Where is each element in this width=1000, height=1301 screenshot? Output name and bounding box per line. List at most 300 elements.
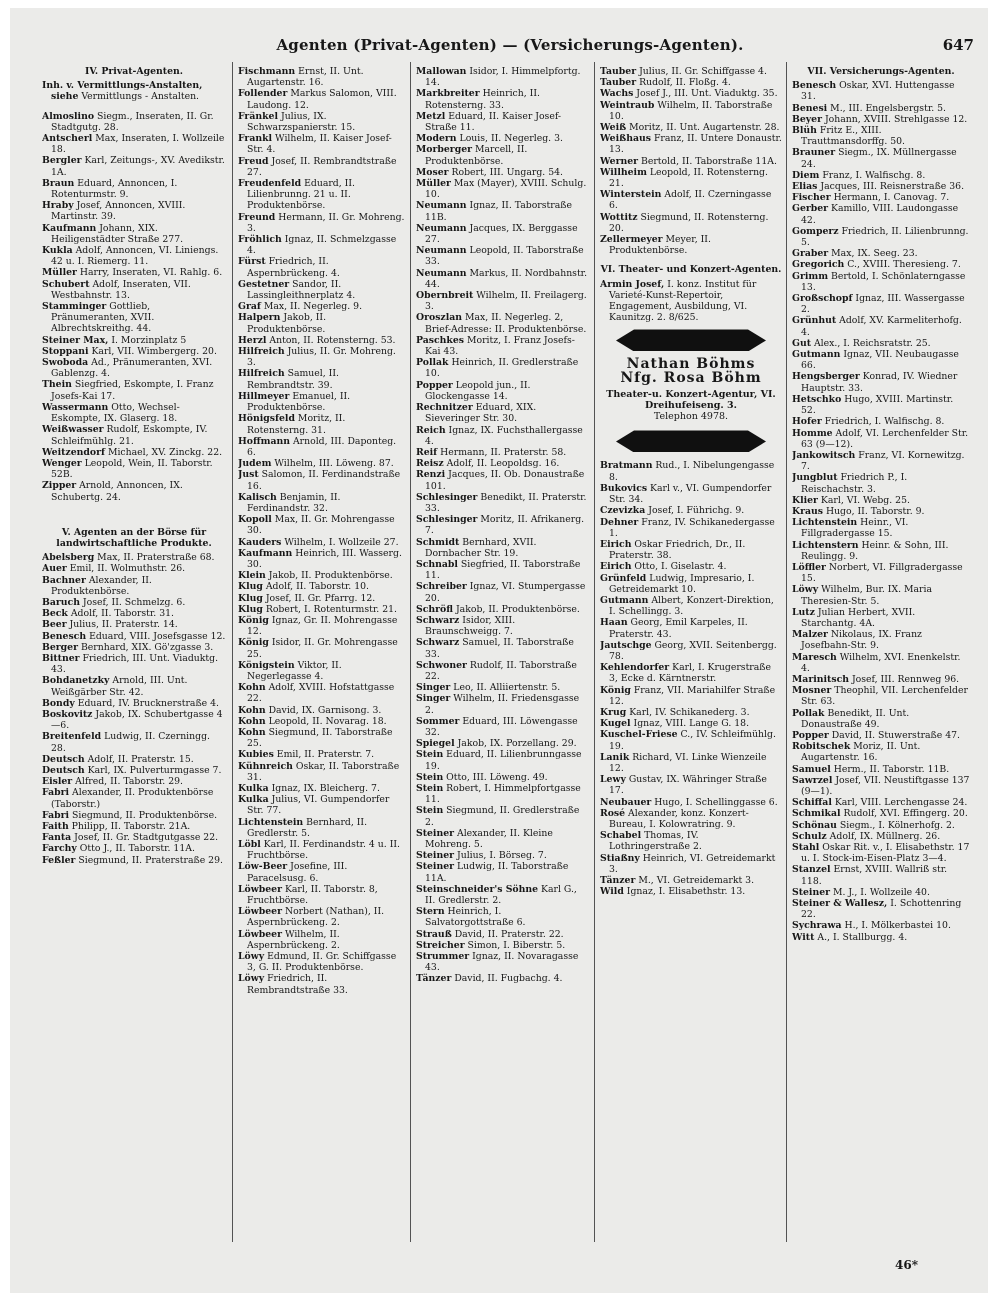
directory-entry — [238, 727, 406, 749]
entry-details: Leopold, II. Novarag. 18. — [265, 715, 387, 727]
entry-name: Schreiber — [416, 581, 467, 593]
entry-details: Hugo, II. Taborstr. 9. — [823, 505, 925, 517]
entry-details: Heinrich, I. Salvatorgottstraße 6. — [425, 906, 526, 929]
directory-entry — [238, 593, 406, 604]
entry-details: Markus, II. Nordbahnstr. 44. — [425, 267, 588, 290]
entry-name: Freund — [238, 211, 276, 223]
entry-details: Rudolf, XVI. Effingerg. 20. — [840, 808, 968, 820]
directory-entry — [792, 674, 970, 685]
entry-details: Moriz, II. Unt. Augartenstr. 16. — [801, 741, 921, 764]
directory-entry — [42, 653, 226, 675]
entry-name: Breitenfeld — [42, 731, 102, 743]
directory-entry — [416, 312, 590, 334]
directory-entry — [600, 808, 782, 830]
entry-details: Siegmund, II. Gredlerstraße 2. — [425, 805, 580, 828]
entry-name: Fischer — [792, 192, 831, 204]
entry-details: David, IX. Garnisong. 3. — [265, 704, 382, 716]
entry-details: Siegmund, II. Taborstraße 25. — [247, 726, 393, 750]
ad-line-3: Theater-u. Konzert-Agentur, VI. Dreihufeisеng. 3. — [606, 388, 776, 412]
entry-name: Gregorich — [792, 259, 845, 271]
entry-name: Feßler — [42, 854, 76, 866]
directory-entry — [416, 66, 590, 88]
entry-details: Adolf, XVIII. Hofstattgasse 22. — [247, 682, 395, 705]
entry-name: Kohn — [238, 715, 266, 727]
entry-details: Edmund, II. Gr. Schiffgasse 3, G. II. Produktenbörse. — [247, 951, 397, 974]
directory-entry — [600, 234, 782, 256]
entry-details: Oskar, XVI. Huttengasse 31. — [801, 80, 955, 103]
directory-entry — [416, 88, 590, 110]
directory-entry — [416, 951, 590, 973]
entry-details: Jacques, IX. Berggasse 27. — [425, 222, 578, 246]
entry-details: H., I. Mölkerbastei 10. — [841, 920, 951, 932]
directory-entry — [416, 514, 590, 536]
entry-details: Nikolaus, IX. Franz Josefbahn-Str. 9. — [801, 629, 922, 652]
directory-entry — [792, 192, 970, 203]
directory-entry — [42, 552, 226, 563]
entry-name: Marinitsch — [792, 673, 849, 685]
entry-details: Josef, II. Rembrandtstraße 27. — [247, 155, 397, 178]
entry-name: Morberger — [416, 144, 473, 156]
entry-details: Julius, II. Gr. Schiffgasse 4. — [636, 66, 767, 77]
directory-entry — [416, 559, 590, 581]
entry-details: Ignaz, II. Schmelzgasse 4. — [247, 234, 397, 257]
entry-details: Max, II. Negerleg. 9. — [260, 301, 363, 313]
entry-details: Siegm., IX. Müllnergasse 24. — [801, 147, 957, 170]
entry-name: Deutsch — [42, 764, 85, 776]
directory-entry — [42, 379, 226, 401]
entry-details: Friedrich, II. Aspernbrückeng. 4. — [247, 256, 340, 279]
directory-entry — [416, 716, 590, 738]
entry-details: Otto J., II. Taborstr. 11A. — [76, 843, 195, 855]
entry-details: Ludwig, II. Taborstraße 11A. — [425, 861, 569, 884]
entry-name: Eisler — [42, 776, 73, 788]
entry-name: Weißhaus — [600, 133, 651, 145]
directory-entry — [42, 642, 226, 653]
entry-details: Adolf, II. Leopoldsg. 16. — [443, 458, 560, 470]
page-title: Agenten (Privat-Agenten) — (Versicherungs-Agenten). — [276, 36, 744, 54]
directory-entry — [792, 416, 970, 427]
directory-entry — [238, 604, 406, 615]
directory-entry — [238, 783, 406, 794]
entry-details: Leopold jun., II. Glockengasse 14. — [425, 379, 531, 402]
directory-entry — [416, 245, 590, 267]
directory-entry — [238, 436, 406, 458]
directory-entry — [42, 480, 226, 502]
entry-details: Hermann, II. Gr. Mohreng. 3. — [247, 211, 405, 234]
directory-entry — [416, 492, 590, 514]
directory-entry — [42, 631, 226, 642]
directory-entry — [792, 472, 970, 494]
entry-details: Leopold, II. Rotensterng. 21. — [609, 166, 768, 190]
entry-name: Dehner — [600, 516, 639, 528]
entry-details: Richard, VI. Linke Wienzeile 12. — [609, 751, 767, 774]
entry-details: Ignaz, VIII. Lange G. 18. — [630, 718, 750, 730]
entry-name: König — [600, 684, 631, 696]
entry-name: Halpern — [238, 312, 281, 324]
entry-name: Zellermeyer — [600, 234, 663, 246]
directory-entry — [600, 752, 782, 774]
directory-entry — [600, 595, 782, 617]
directory-entry — [416, 749, 590, 771]
directory-entry — [238, 839, 406, 861]
directory-entry — [416, 447, 590, 458]
directory-entry — [416, 178, 590, 200]
directory-entry — [42, 709, 226, 731]
entry-name: Spiegel — [416, 738, 455, 750]
directory-entry — [416, 268, 590, 290]
entry-name: Witt — [792, 931, 815, 943]
entry-name: Tänzer — [416, 973, 452, 985]
entry-name: Mallowan — [416, 66, 467, 77]
entry-details: Heinrich, III. Wasserg. 30. — [247, 547, 402, 570]
ad-line-1: Nathan Böhms — [626, 356, 756, 373]
directory-entry — [416, 615, 590, 637]
directory-entry — [792, 797, 970, 808]
entry-name: Schwarz — [416, 637, 460, 649]
directory-entry — [42, 855, 226, 866]
entry-name: Farchy — [42, 843, 77, 855]
entry-name: Klug — [238, 603, 263, 615]
directory-entry — [792, 338, 970, 349]
entry-name: Brauner — [792, 147, 836, 159]
directory-entry — [600, 505, 782, 516]
entry-details: Max, Inseraten, I. Wollzeile 18. — [51, 133, 225, 156]
page-header — [40, 32, 980, 58]
directory-entry — [42, 821, 226, 832]
entry-details: Karl, Zeitungs-, XV. Avedikstr. 1A. — [51, 155, 225, 178]
directory-entry — [792, 259, 970, 270]
entry-name: Lichtenstern — [792, 539, 859, 551]
directory-entry — [600, 133, 782, 155]
directory-entry — [416, 906, 590, 928]
entry-details: Ignaz, III. Wassergasse 2. — [801, 293, 965, 316]
advertisement-box — [600, 329, 782, 452]
directory-entry — [238, 279, 406, 301]
entry-name: Klein — [238, 570, 266, 582]
entry-details: Rudolf, II. Floßg. 4. — [636, 77, 731, 89]
entry-details: Simon, I. Biberstr. 5. — [464, 939, 566, 951]
entry-name: Sawrzel — [792, 774, 833, 786]
entry-details: Ludwig, II. Czerningg. 28. — [51, 731, 211, 754]
directory-entry — [238, 973, 406, 995]
entry-details: Karl, II. Taborstr. 8, Fruchtbörse. — [247, 883, 378, 907]
directory-entry — [42, 155, 226, 177]
column-rule — [232, 62, 233, 1242]
directory-entry — [42, 843, 226, 854]
directory-entry — [600, 886, 782, 897]
entry-name: Kauders — [238, 536, 282, 548]
entry-name: Grünhut — [792, 315, 837, 327]
entry-name: Fanta — [42, 832, 72, 844]
directory-entry — [416, 144, 590, 166]
entry-name: Rechnitzer — [416, 402, 473, 414]
directory-entry — [42, 223, 226, 245]
entry-details: Alex., I. Reichsratstr. 25. — [811, 337, 931, 349]
entry-name: Fröhlich — [238, 234, 282, 246]
column-4 — [600, 66, 782, 1236]
entry-details: Siegm., Inseraten, II. Gr. Stadtgutg. 28. — [51, 110, 214, 133]
column-2 — [238, 66, 406, 1236]
directory-entry — [600, 88, 782, 99]
entry-details: Josef, I. Führichg. 9. — [645, 505, 745, 517]
entry-name: Popper — [792, 729, 829, 741]
directory-entry — [792, 652, 970, 674]
entry-name: Lewy — [600, 774, 626, 786]
entry-details: Jacques, II. Ob. Donaustraße 101. — [425, 469, 585, 492]
entry-name: Schmikal — [792, 808, 841, 820]
entry-name: Markbreiter — [416, 88, 480, 100]
directory-entry — [600, 156, 782, 167]
directory-entry — [416, 693, 590, 715]
entry-details: Benedikt, II. Praterstr. 33. — [425, 491, 587, 514]
spacer — [42, 503, 226, 511]
entry-details: Samuel, II. Taborstraße 33. — [425, 637, 574, 660]
directory-entry — [600, 718, 782, 729]
spacer — [42, 519, 226, 527]
entry-name: Gutmann — [600, 594, 649, 606]
entry-name: Großschopf — [792, 293, 853, 305]
directory-entry — [792, 181, 970, 192]
entry-name: Klug — [238, 592, 263, 604]
directory-entry — [42, 80, 226, 102]
directory-entry — [792, 271, 970, 293]
directory-entry — [792, 932, 970, 943]
entry-name: Streicher — [416, 939, 465, 951]
directory-entry — [792, 820, 970, 831]
entry-details: Norbert, VI. Fillgradergasse 15. — [801, 561, 963, 585]
directory-entry — [238, 884, 406, 906]
entry-details: Alexander, konz. Konzert-Bureau, I. Kolowratring. 9. — [609, 807, 749, 830]
entry-details: Karl, IV. Schikanederg. 3. — [626, 706, 750, 718]
directory-entry — [792, 293, 970, 315]
entry-name: Kulka — [238, 794, 269, 806]
directory-entry — [600, 167, 782, 189]
entry-name: Kehlendorfer — [600, 662, 670, 674]
directory-entry — [238, 88, 406, 110]
entry-name: Weiß — [600, 122, 627, 134]
entry-name: Gomperz — [792, 225, 839, 237]
entry-name: Czevizka — [600, 505, 646, 517]
entry-details: Siegmund, II. Praterstraße 29. — [75, 854, 223, 866]
entry-name: Auer — [42, 563, 67, 575]
entry-name: Löffler — [792, 561, 826, 573]
directory-entry — [416, 604, 590, 615]
entry-name: Wassermann — [42, 401, 109, 413]
entry-name: Renzi — [416, 469, 446, 481]
entry-name: Bondy — [42, 697, 75, 709]
entry-details: Bernhard, II. Gredlerstr. 5. — [247, 816, 368, 839]
directory-entry — [600, 707, 782, 718]
directory-entry — [792, 315, 970, 337]
entry-details: Robert, I. Rotenturmstr. 21. — [262, 603, 397, 615]
directory-entry — [416, 380, 590, 402]
entry-name: Bukovics — [600, 482, 648, 494]
signature-mark: 46* — [895, 1258, 918, 1272]
directory-entry — [792, 562, 970, 584]
entry-name: Wenger — [42, 457, 82, 469]
entry-details: Wilhelm, II. Aspernbrückeng. 2. — [247, 928, 340, 951]
entry-name: Robitschek — [792, 741, 851, 753]
entry-details: Hermann, II. Praterstr. 58. — [437, 446, 567, 458]
directory-entry — [238, 929, 406, 951]
entry-name: Kühnreich — [238, 760, 293, 772]
entry-details: I. Schottenring 22. — [801, 898, 962, 921]
entry-details: Gustav, IX. Währinger Straße 17. — [609, 774, 767, 797]
entry-details: Kamillo, VIII. Laudongasse 42. — [801, 203, 959, 226]
entry-name: Haan — [600, 617, 628, 629]
entry-details: Oskar, II. Taborstraße 31. — [247, 760, 400, 783]
directory-entry — [42, 200, 226, 222]
entry-name: Steiner — [416, 861, 455, 873]
directory-entry — [600, 122, 782, 133]
entry-name: Herzl — [238, 334, 267, 346]
entry-name: Stamminger — [42, 301, 107, 313]
directory-entry — [600, 279, 782, 324]
entry-details: Ignaz, I. Elisabethstr. 13. — [623, 886, 746, 898]
entry-details: Adolf, Annoncen, VI. Liniengs. 42 u. I. Riemerg. 11. — [51, 245, 219, 268]
directory-entry — [42, 279, 226, 301]
entry-details: Marcell, II. Produktenbörse. — [425, 144, 528, 167]
directory-entry — [238, 335, 406, 346]
entry-details: Albert, Konzert-Direktion, I. Schellingg. 3. — [609, 594, 774, 618]
entry-details: Ignaz, II. Novaragasse 43. — [425, 951, 579, 974]
directory-entry — [416, 772, 590, 783]
entry-details: Max, II. Gr. Mohrengasse 30. — [247, 514, 395, 537]
entry-details: Rudolf, Eskompte, IV. Schleifmühlg. 21. — [51, 424, 208, 447]
section-heading: V. Agenten an der Börse für landwirtschaftliche Produkte. — [56, 526, 212, 549]
entry-details: Eduard, IV. Brucknerstraße 4. — [74, 697, 220, 709]
entry-name: Klug — [238, 581, 263, 593]
entry-details: Hugo, I. Schellinggasse 6. — [651, 796, 778, 808]
entry-details: Benjamin, II. Ferdinandstr. 32. — [247, 491, 341, 514]
entry-details: Franz, VI. Kornewitzg. 7. — [801, 449, 965, 473]
entry-name: Löwy — [792, 584, 819, 596]
directory-entry — [238, 312, 406, 334]
entry-details: Arnold, Annoncen, IX. Schubertg. 24. — [51, 480, 183, 503]
directory-entry — [792, 103, 970, 114]
entry-name: Thein — [42, 379, 72, 391]
entry-name: Lichtenstein — [238, 816, 304, 828]
entry-details: Siegmund, II. Produktenbörse. — [69, 809, 218, 821]
entry-details: Moritz, I. Franz Josefs-Kai 43. — [425, 334, 575, 358]
entry-details: M. J., I. Wollzeile 40. — [830, 886, 930, 898]
entry-name: Löbl — [238, 839, 261, 851]
directory-entry — [238, 705, 406, 716]
column-rule — [786, 62, 787, 1242]
entry-name: Schröfl — [416, 603, 453, 615]
directory-entry — [792, 775, 970, 797]
entry-name: Beck — [42, 608, 68, 620]
directory-entry — [42, 787, 226, 809]
directory-entry — [792, 764, 970, 775]
entry-name: Hillmeyer — [238, 390, 290, 402]
entry-name: Königstein — [238, 659, 295, 671]
entry-details: Eduard, II. Kaiser Josef-Straße 11. — [425, 110, 562, 134]
entry-details: Konrad, IV. Wiedner Hauptstr. 33. — [801, 371, 958, 394]
entry-name: Judem — [238, 458, 272, 470]
entry-details: Arnold, III. Unt. Weißgärber Str. 42. — [51, 675, 188, 698]
directory-entry — [238, 469, 406, 491]
directory-entry — [416, 783, 590, 805]
entry-name: Rosé — [600, 807, 626, 819]
entry-details: Moritz, II. Rotensterng. 31. — [247, 413, 346, 436]
directory-entry — [600, 189, 782, 211]
entry-name: Neubauer — [600, 796, 652, 808]
entry-details: Emanuel, II. Produktenbörse. — [247, 390, 351, 414]
entry-details: Vermittlungs - Anstalten. — [78, 91, 200, 103]
directory-entry — [600, 685, 782, 707]
entry-details: Siegfried, Eskompte, I. Franz Josefs-Kai 17. — [51, 379, 214, 402]
entry-details: Wilhelm, II. Taborstraße 10. — [609, 99, 773, 122]
directory-entry — [416, 458, 590, 469]
directory-entry — [238, 794, 406, 816]
directory-entry — [238, 906, 406, 928]
entry-name: Willheim — [600, 166, 647, 178]
entry-name: Tauber — [600, 66, 637, 77]
entry-details: Wilhelm, II. Friedensgasse 2. — [425, 693, 580, 716]
entry-name: Pollak — [792, 707, 825, 719]
directory-entry — [792, 170, 970, 181]
entry-name: Kohn — [238, 682, 266, 694]
directory-entry — [238, 458, 406, 469]
entry-name: Kohn — [238, 704, 266, 716]
entry-name: Kulka — [238, 783, 269, 794]
entry-details: Hugo, XVIII. Martinstr. 52. — [801, 393, 954, 417]
entry-name: Strummer — [416, 951, 470, 963]
directory-entry — [792, 517, 970, 539]
directory-entry — [42, 754, 226, 765]
directory-entry — [238, 413, 406, 435]
entry-name: Almoslino — [42, 110, 95, 122]
entry-name: Benesi — [792, 102, 828, 114]
entry-name: Fränkel — [238, 110, 279, 122]
entry-details: Jakob, II. Produktenbörse. — [453, 603, 580, 615]
entry-name: Fürst — [238, 256, 266, 268]
entry-details: Eduard, III. Löwengasse 32. — [425, 715, 578, 738]
entry-details: Heinr., VI. Fillgradergasse 15. — [801, 517, 909, 540]
page-sheet — [10, 8, 988, 1293]
directory-entry — [42, 731, 226, 753]
entry-name: Elias — [792, 181, 818, 193]
entry-details: I. Morzinplatz 5 — [108, 334, 187, 346]
entry-details: Wilhelm, II. Freilagerg. 3. — [425, 290, 587, 313]
spacer — [42, 511, 226, 519]
directory-entry — [238, 346, 406, 368]
directory-entry — [416, 637, 590, 659]
entry-details: Ignaz, VII. Neubaugasse 66. — [801, 349, 959, 372]
entry-details: Robert, I. Himmelpfortgasse 11. — [425, 783, 581, 806]
entry-name: Abelsberg — [42, 552, 95, 564]
column-3 — [416, 66, 590, 1236]
directory-entry — [238, 66, 406, 88]
entry-details: Jakob, II. Produktenbörse. — [247, 312, 327, 335]
entry-name: Kubies — [238, 749, 274, 761]
entry-name: Schwoner — [416, 659, 467, 671]
directory-entry — [792, 248, 970, 259]
entry-name: Paschkes — [416, 334, 465, 346]
directory-entry — [42, 346, 226, 357]
entry-details: Heinrich, VI. Getreidemarkt 3. — [609, 852, 776, 875]
entry-name: Beyer — [792, 113, 822, 125]
entry-name: Löwbeer — [238, 883, 282, 895]
entry-details: Franz, IV. Schikanedergasse 1. — [609, 516, 775, 539]
entry-details: Karl, VI. Webg. 25. — [817, 494, 910, 506]
entry-details: Franz, VII. Mariahilfer Straße 12. — [609, 684, 776, 707]
directory-entry — [238, 951, 406, 973]
entry-details: Max, II. Negerleg. 2, Brief-Adresse: II. Produktenbörse. — [425, 312, 587, 335]
entry-name: Hetschko — [792, 393, 842, 405]
directory-entry — [416, 133, 590, 144]
